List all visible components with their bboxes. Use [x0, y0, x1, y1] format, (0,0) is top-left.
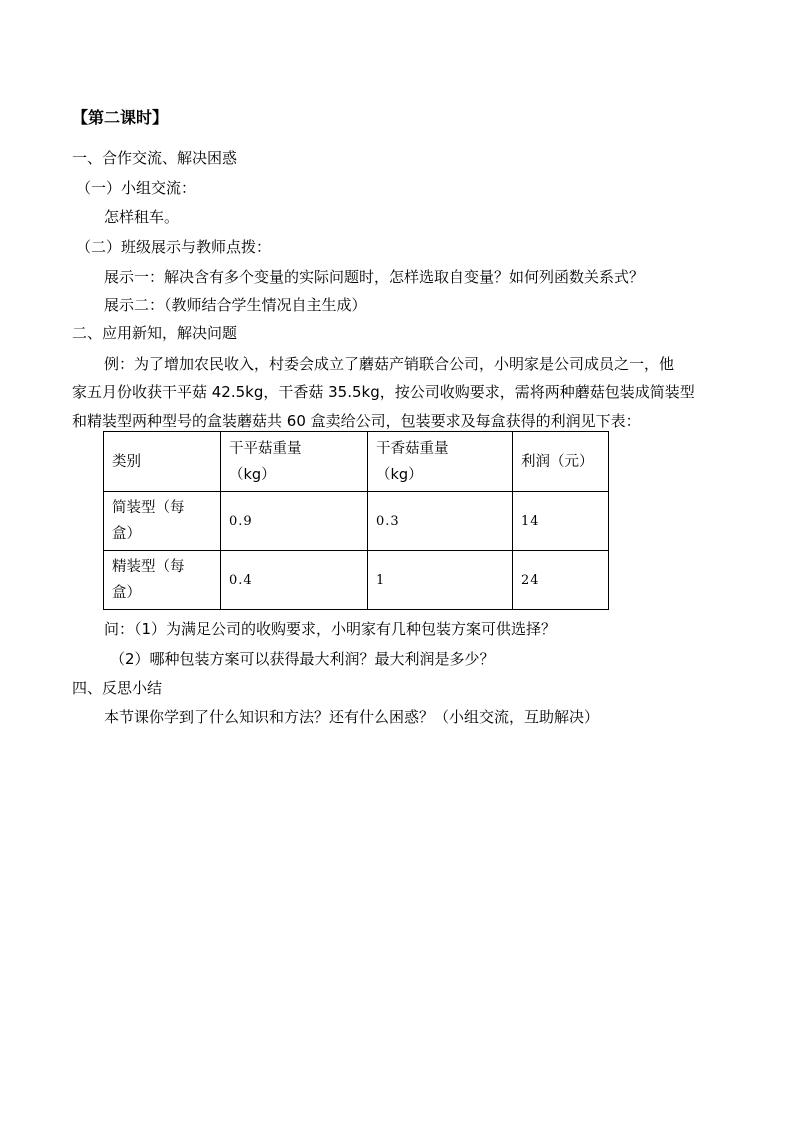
section-1-show-1: 展示一：解决含有多个变量的实际问题时，怎样选取自变量？如何列函数关系式？	[104, 268, 645, 286]
header-pingu-unit: （kg）	[229, 466, 276, 483]
table-header-row	[104, 432, 609, 492]
row-pingu: 0.4	[229, 572, 253, 588]
example-line-3: 和精装型两种型号的盒装蘑菇共 60 盒卖给公司，包装要求及每盒获得的利润见下表：	[72, 412, 641, 430]
table-cell	[221, 551, 368, 610]
table-cell	[368, 551, 513, 610]
question-2: （2）哪种包装方案可以获得最大利润？最大利润是多少？	[110, 650, 495, 668]
section-1-subtitle-1-text: 怎样租车。	[104, 208, 180, 226]
table-header-cell	[368, 432, 513, 492]
row-profit: 14	[521, 513, 540, 529]
section-1-subtitle-2: （二）班级展示与教师点拨：	[76, 238, 272, 256]
header-type: 类别	[112, 453, 141, 470]
table-cell	[104, 492, 221, 551]
table-cell	[513, 551, 609, 610]
lesson-heading: 【第二课时】	[72, 108, 169, 127]
row-type-line-2: 盒）	[112, 526, 141, 542]
table-header-cell	[104, 432, 221, 492]
section-1-show-2: 展示二：（教师结合学生情况自主生成）	[104, 296, 367, 314]
header-xianggu: 干香菇重量	[376, 440, 449, 457]
example-line-1: 例：为了增加农民收入，村委会成立了蘑菇产销联合公司，小明家是公司成员之一，他	[104, 355, 675, 373]
table-cell	[513, 492, 609, 551]
row-xianggu: 1	[376, 572, 386, 588]
row-type-line-1: 简装型（每	[112, 500, 185, 516]
section-2-title: 二、应用新知，解决问题	[72, 324, 238, 342]
row-pingu: 0.9	[229, 513, 253, 529]
header-xianggu-unit: （kg）	[376, 466, 423, 483]
header-pingu: 干平菇重量	[229, 440, 302, 457]
packaging-table	[103, 431, 609, 610]
example-line-2: 家五月份收获干平菇 42.5kg，干香菇 35.5kg，按公司收购要求，需将两种蘑菇包装成简装型	[72, 383, 695, 401]
row-type-line-2: 盒）	[112, 585, 141, 601]
header-profit: 利润（元）	[521, 453, 594, 470]
row-profit: 24	[521, 572, 540, 588]
question-1: 问：（1）为满足公司的收购要求，小明家有几种包装方案可供选择？	[104, 620, 557, 638]
table-header-cell	[513, 432, 609, 492]
table-row	[104, 551, 609, 610]
section-1-title: 一、合作交流、解决困惑	[72, 149, 238, 167]
section-1-subtitle-1: （一）小组交流：	[76, 179, 197, 197]
table-cell	[368, 492, 513, 551]
table-row	[104, 492, 609, 551]
row-type-line-1: 精装型（每	[112, 559, 185, 575]
section-4-text: 本节课你学到了什么知识和方法？还有什么困惑？（小组交流，互助解决）	[104, 708, 600, 726]
table-cell	[221, 492, 368, 551]
section-4-title: 四、反思小结	[72, 679, 163, 697]
table-cell	[104, 551, 221, 610]
row-xianggu: 0.3	[376, 513, 400, 529]
table-header-cell	[221, 432, 368, 492]
